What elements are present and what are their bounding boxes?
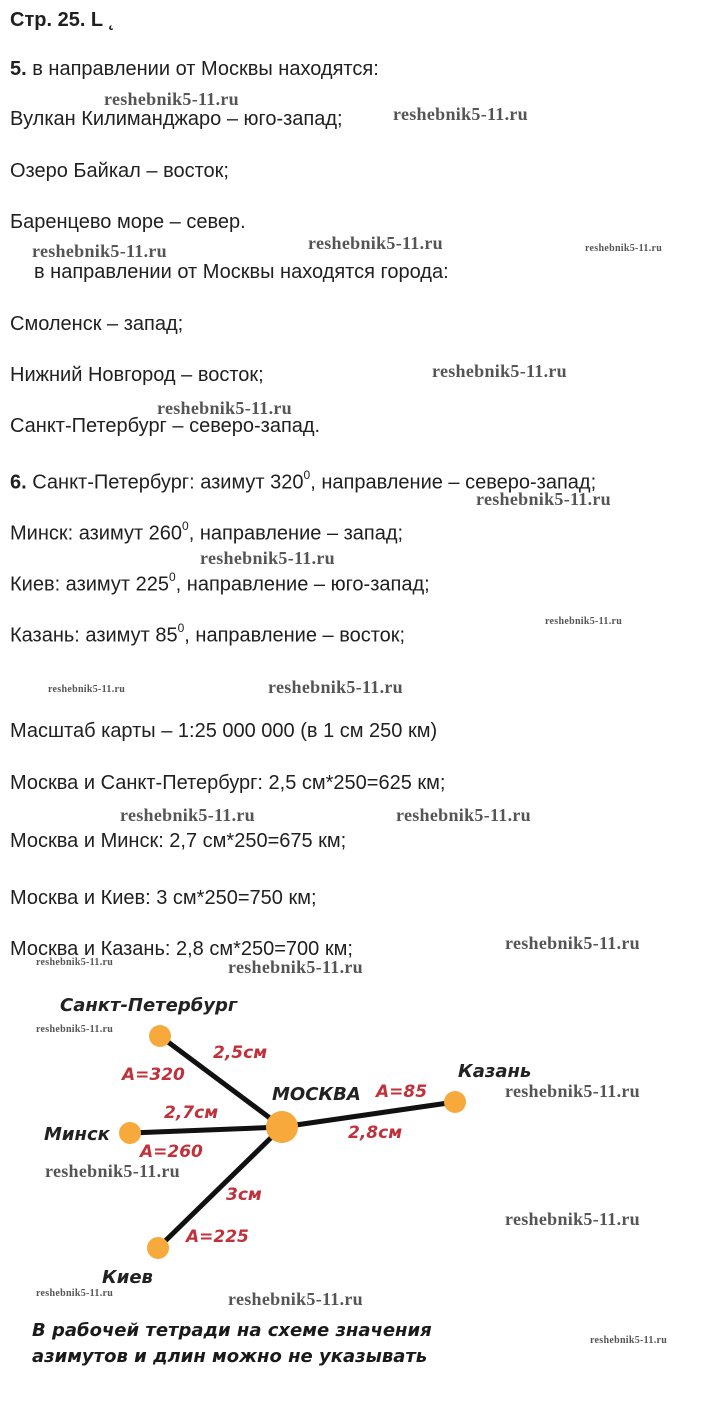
distance-label-kiev: 3см [226,1185,262,1205]
label-kiev: Киев [102,1267,153,1288]
distance-label-minsk: 2,7см [164,1103,219,1123]
watermark: reshebnik5-11.ru [36,1288,114,1299]
azimuth-spb: A=320 [122,1065,185,1085]
azimuth-minsk: A=260 [140,1142,203,1162]
note-line-2: азимутов и длин можно не указывать [32,1346,428,1367]
watermark: reshebnik5-11.ru [200,548,335,568]
task5-item-kilimanjaro: Вулкан Килиманджаро – юго-запад; [10,108,343,130]
node-kiev [147,1237,169,1259]
label-minsk: Минск [44,1124,110,1145]
azimuth-kazan: A=85 [376,1082,428,1102]
direction-text: , направление – юго-запад; [175,573,430,596]
label-spb: Санкт-Петербург [60,995,238,1016]
watermark: reshebnik5-11.ru [48,684,126,695]
watermark: reshebnik5-11.ru [32,241,167,261]
direction-text: , направление – запад; [188,522,404,545]
node-minsk [119,1122,141,1144]
distance-label-spb: 2,5см [213,1043,268,1063]
task5-intro [10,57,379,81]
line-moscow-minsk [130,1127,282,1133]
azimuth-text: Казань: азимут 85 [10,624,178,647]
watermark: reshebnik5-11.ru [45,1161,180,1181]
note-line-1: В рабочей тетради на схеме значения [32,1320,432,1341]
azimuth-text: Санкт-Петербург: азимут 320 [32,471,304,494]
degree-sup: 0 [303,468,311,482]
watermark: reshebnik5-11.ru [228,1289,363,1309]
task5-intro-text: в направлении от Москвы находятся: [32,58,379,80]
watermark: reshebnik5-11.ru [505,1209,640,1229]
watermark: reshebnik5-11.ru [157,398,292,418]
distance-kazan: Москва и Казань: 2,8 см*250=700 км; [10,938,353,960]
task5-city-spb: Санкт-Петербург – северо-запад. [10,415,321,437]
watermark: reshebnik5-11.ru [505,1081,640,1101]
task5-number: 5. [10,58,27,80]
task6-azimuth-minsk [10,516,403,546]
watermark: reshebnik5-11.ru [36,1024,114,1035]
task5-intro2: в направлении от Москвы находятся города: [34,261,449,283]
distance-kiev: Москва и Киев: 3 см*250=750 км; [10,887,317,909]
watermark: reshebnik5-11.ru [545,616,623,627]
map-scale: Масштаб карты – 1:25 000 000 (в 1 см 250 км) [10,720,438,742]
watermark: reshebnik5-11.ru [228,957,363,977]
node-kazan [444,1091,466,1113]
distance-minsk: Москва и Минск: 2,7 см*250=675 км; [10,830,347,852]
azimuth-kiev: A=225 [186,1227,249,1247]
azimuth-text: Киев: азимут 225 [10,573,169,596]
task6-azimuth-kazan [10,618,405,648]
label-moscow: МОСКВА [272,1084,361,1105]
page-header: Стр. 25. L ˛ [10,9,115,31]
watermark: reshebnik5-11.ru [396,805,531,825]
node-moscow [266,1111,298,1143]
watermark: reshebnik5-11.ru [585,243,663,254]
task5-item-barents: Баренцево море – север. [10,211,246,233]
node-spb [149,1025,171,1047]
watermark: reshebnik5-11.ru [268,677,403,697]
degree-sup: 0 [182,519,189,533]
watermark: reshebnik5-11.ru [104,89,239,109]
degree-sup: 0 [168,570,176,584]
label-kazan: Казань [458,1061,532,1082]
task5-city-nizhny: Нижний Новгород – восток; [10,364,264,386]
task6-number: 6. [10,471,27,494]
direction-text: , направление – северо-запад; [310,471,597,494]
direction-text: , направление – восток; [184,624,406,647]
watermark: reshebnik5-11.ru [120,805,255,825]
degree-sup: 0 [177,621,185,635]
watermark: reshebnik5-11.ru [393,104,528,124]
watermark: reshebnik5-11.ru [36,957,114,968]
distance-label-kazan: 2,8см [348,1123,403,1143]
azimuth-text: Минск: азимут 260 [10,522,183,545]
watermark: reshebnik5-11.ru [505,933,640,953]
watermark: reshebnik5-11.ru [308,233,443,253]
watermark: reshebnik5-11.ru [432,361,567,381]
task5-city-smolensk: Смоленск – запад; [10,313,184,335]
task5-item-baikal: Озеро Байкал – восток; [10,160,229,182]
watermark: reshebnik5-11.ru [476,489,611,509]
watermark: reshebnik5-11.ru [590,1335,668,1346]
distance-spb: Москва и Санкт-Петербург: 2,5 см*250=625 км; [10,772,446,794]
task6-azimuth-kiev [10,567,430,597]
workbook-note [32,1318,432,1370]
